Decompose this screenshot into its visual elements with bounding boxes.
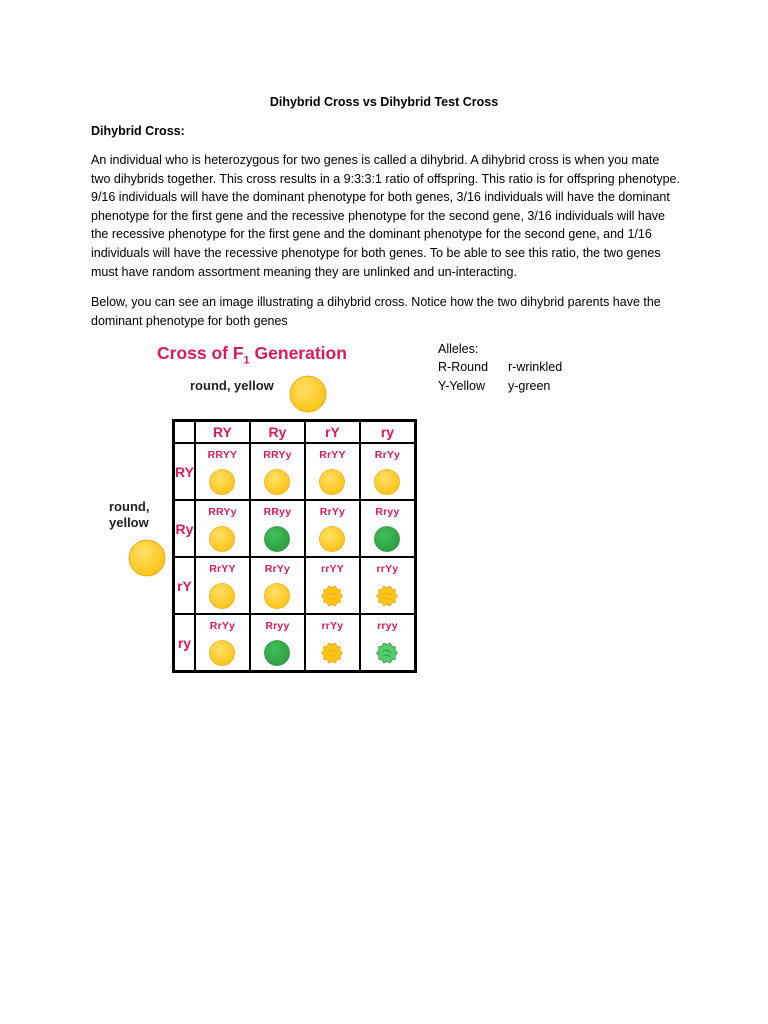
genotype-label: RRYY <box>207 449 238 461</box>
genotype-label: RrYY <box>319 449 346 461</box>
genotype-label: RrYy <box>319 506 346 518</box>
punnett-cell <box>305 614 360 672</box>
allele-recessive: r-wrinkled <box>508 360 563 375</box>
punnett-cell <box>360 500 416 557</box>
punnett-cell <box>305 557 360 614</box>
figure-title: Cross of $F_1$ Generation <box>157 343 347 367</box>
genotype-label: RrYY <box>209 563 236 575</box>
pea-round-yellow-icon <box>208 468 236 496</box>
row-header: ry <box>174 614 195 672</box>
pea-round-yellow-icon <box>318 468 346 496</box>
pea-round-yellow-icon <box>373 468 401 496</box>
punnett-cell <box>195 500 250 557</box>
genotype-label: rrYy <box>321 620 344 632</box>
section-heading: Dihybrid Cross: <box>91 124 185 138</box>
row-header: rY <box>174 557 195 614</box>
pea-round-yellow-icon <box>208 639 236 667</box>
punnett-cell <box>250 557 305 614</box>
paragraph-dihybrid-definition: An individual who is heterozygous for two genes is called a dihybrid. A dihybrid cross is when you mate two dihybrids together. This cross results in a 9:3:3:1 ratio of offspring. This ratio is for offspring phenotype. 9/16 individuals will have the dominant phenotype for both genes, 3/16 individuals will have the dominant phenotype for the first gene and the recessive phenotype for the second gene, 3/16 individuals will have the recessive phenotype for the first gene and the dominant phenotype for the second gene, and 1/16 individuals will have the recessive phenotype for both genes. To be able to see this ratio, the two genes must have random assortment meaning they are unlinked and un-interacting. <box>91 153 680 279</box>
genotype-label: RRYy <box>208 506 237 518</box>
row-header: RY <box>174 443 195 500</box>
genotype-label: rrYY <box>320 563 344 575</box>
punnett-cell <box>195 557 250 614</box>
pea-round-yellow-icon <box>318 525 346 553</box>
pea-wrinkled-yellow-icon <box>318 639 346 667</box>
pea-round-yellow-icon <box>208 525 236 553</box>
genotype-label: RrYy <box>264 563 291 575</box>
top-parent-label: round, yellow <box>190 378 274 393</box>
paragraph-figure-intro: Below, you can see an image illustrating a dihybrid cross. Notice how the two dihybrid parents have the dominant phenotype for both genes <box>91 295 661 328</box>
genotype-label: Rryy <box>375 506 400 518</box>
pea-round-yellow-icon <box>208 582 236 610</box>
pea-round-green-icon <box>373 525 401 553</box>
punnett-cell <box>305 443 360 500</box>
punnett-square <box>172 419 417 673</box>
pea-round-yellow-icon <box>263 468 291 496</box>
document-title: Dihybrid Cross vs Dihybrid Test Cross <box>269 95 499 109</box>
genotype-label: RrYy <box>374 449 401 461</box>
genotype-label: RRyy <box>263 506 292 518</box>
pea-round-green-icon <box>263 639 291 667</box>
punnett-cell <box>195 443 250 500</box>
punnett-cell <box>250 443 305 500</box>
alleles-heading: Alleles: <box>438 342 479 356</box>
left-parent-label: round, yellow <box>109 499 150 530</box>
pea-round-green-icon <box>263 525 291 553</box>
genotype-label: RrYy <box>209 620 236 632</box>
punnett-cell <box>305 500 360 557</box>
genotype-label: rryy <box>377 620 398 632</box>
genotype-label: RRYy <box>263 449 292 461</box>
column-header: ry <box>360 421 416 444</box>
column-header: Ry <box>250 421 305 444</box>
punnett-cell <box>250 500 305 557</box>
row-header: Ry <box>174 500 195 557</box>
pea-round-yellow-icon <box>263 582 291 610</box>
pea-wrinkled-yellow-icon <box>318 582 346 610</box>
punnett-cell <box>360 614 416 672</box>
allele-row-y <box>438 377 562 395</box>
punnett-square-figure <box>97 338 427 678</box>
pea-wrinkled-yellow-icon <box>373 582 401 610</box>
column-header: rY <box>305 421 360 444</box>
punnett-cell <box>360 557 416 614</box>
punnett-corner-cell <box>174 421 195 444</box>
genotype-label: rrYy <box>376 563 399 575</box>
punnett-cell <box>250 614 305 672</box>
allele-dominant: R-Round <box>438 360 489 375</box>
alleles-legend <box>438 340 562 395</box>
column-header: RY <box>195 421 250 444</box>
top-parent-pea-icon <box>288 374 328 414</box>
genotype-label: Rryy <box>265 620 290 632</box>
punnett-cell <box>195 614 250 672</box>
allele-row-r <box>438 358 562 376</box>
left-parent-pea-icon <box>127 538 167 578</box>
allele-recessive: y-green <box>508 378 551 393</box>
punnett-cell <box>360 443 416 500</box>
pea-wrinkled-green-icon <box>373 639 401 667</box>
allele-dominant: Y-Yellow <box>438 378 486 393</box>
